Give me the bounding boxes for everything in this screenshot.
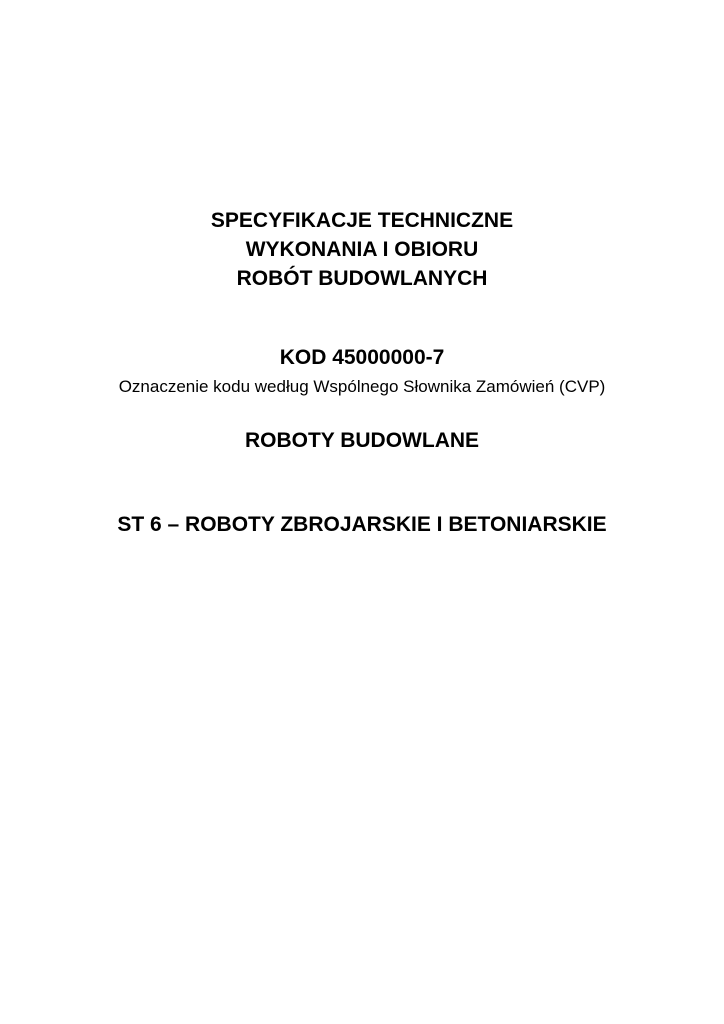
section-heading: ST 6 – ROBOTY ZBROJARSKIE I BETONIARSKIE [117, 513, 607, 536]
title-line-3: ROBÓT BUDOWLANYCH [236, 267, 488, 290]
title-line-1: SPECYFIKACJE TECHNICZNE [210, 209, 514, 232]
category-heading: ROBOTY BUDOWLANE [244, 429, 480, 452]
title-line-2: WYKONANIA I OBIORU [245, 238, 479, 261]
code-heading: KOD 45000000-7 [279, 346, 445, 369]
code-description: Oznaczenie kodu według Wspólnego Słownika Zamówień (CVP) [118, 377, 606, 396]
